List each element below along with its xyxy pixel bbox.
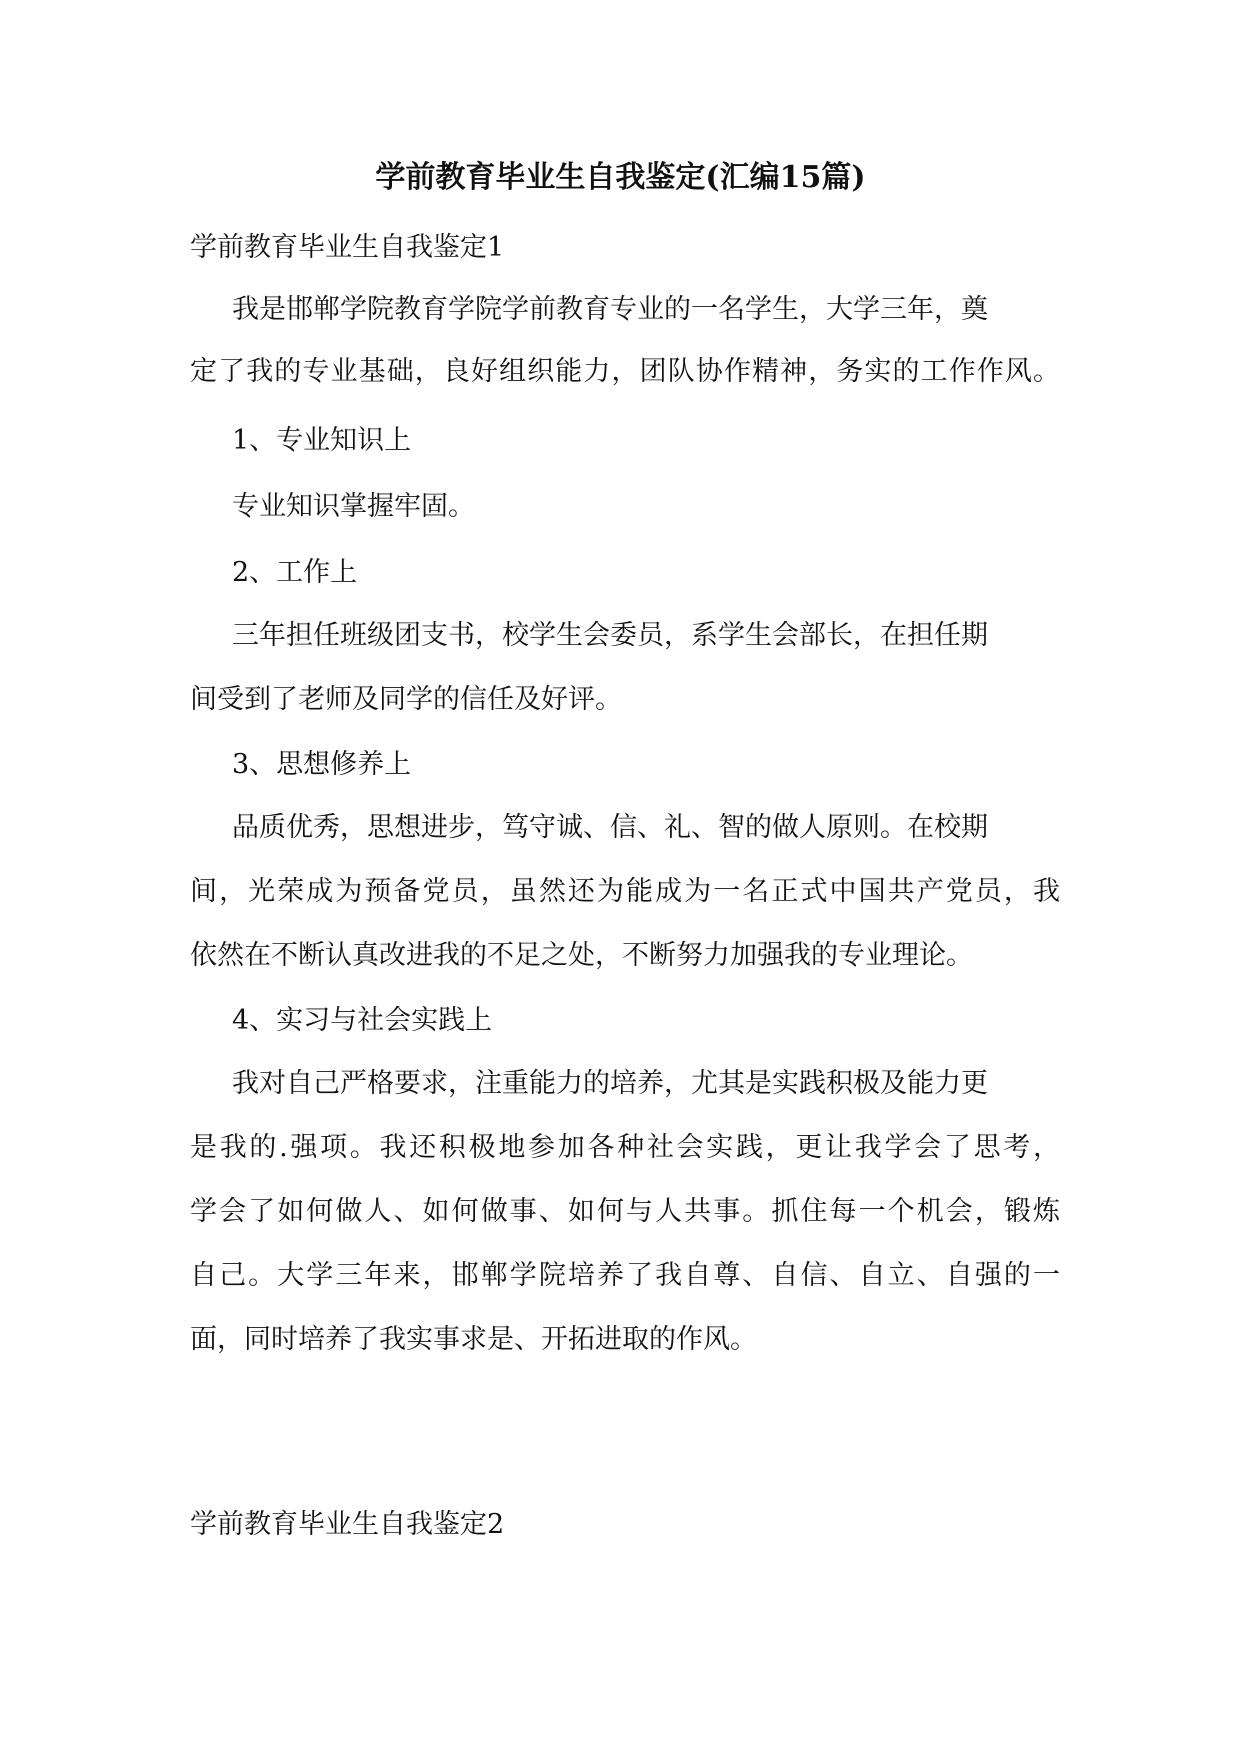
subheading-professional-knowledge: 1、专业知识上 — [232, 425, 412, 456]
subheading-ideology: 3、思想修养上 — [232, 749, 412, 780]
section-heading-1: 学前教育毕业生自我鉴定1 — [190, 232, 505, 263]
subheading-practice: 4、实习与社会实践上 — [232, 1005, 493, 1036]
subheading-work: 2、工作上 — [232, 557, 358, 588]
document-title: 学前教育毕业生自我鉴定(汇编15篇) — [375, 160, 866, 195]
section-heading-2: 学前教育毕业生自我鉴定2 — [190, 1509, 505, 1540]
paragraph-line: 学会了如何做人、如何做事、如何与人共事。抓住每一个机会，锻炼 — [190, 1196, 1060, 1227]
paragraph-line: 间受到了老师及同学的信任及好评。 — [190, 684, 622, 715]
paragraph-line: 间，光荣成为预备党员，虽然还为能成为一名正式中国共产党员，我 — [190, 876, 1060, 907]
paragraph-line: 专业知识掌握牢固。 — [232, 491, 475, 522]
paragraph-line: 我对自己严格要求，注重能力的培养，尤其是实践积极及能力更 — [232, 1068, 988, 1099]
paragraph-line: 面，同时培养了我实事求是、开拓进取的作风。 — [190, 1324, 757, 1355]
paragraph-line: 我是邯郸学院教育学院学前教育专业的一名学生，大学三年，奠 — [232, 294, 988, 325]
paragraph-line: 是我的.强项。我还积极地参加各种社会实践，更让我学会了思考， — [190, 1132, 1060, 1163]
paragraph-line: 定了我的专业基础，良好组织能力，团队协作精神，务实的工作作风。 — [190, 356, 1060, 387]
paragraph-line: 三年担任班级团支书，校学生会委员，系学生会部长，在担任期 — [232, 620, 988, 651]
paragraph-line: 品质优秀，思想进步，笃守诚、信、礼、智的做人原则。在校期 — [232, 812, 988, 843]
paragraph-line: 自己。大学三年来，邯郸学院培养了我自尊、自信、自立、自强的一 — [190, 1260, 1060, 1291]
paragraph-line: 依然在不断认真改进我的不足之处，不断努力加强我的专业理论。 — [190, 940, 973, 971]
